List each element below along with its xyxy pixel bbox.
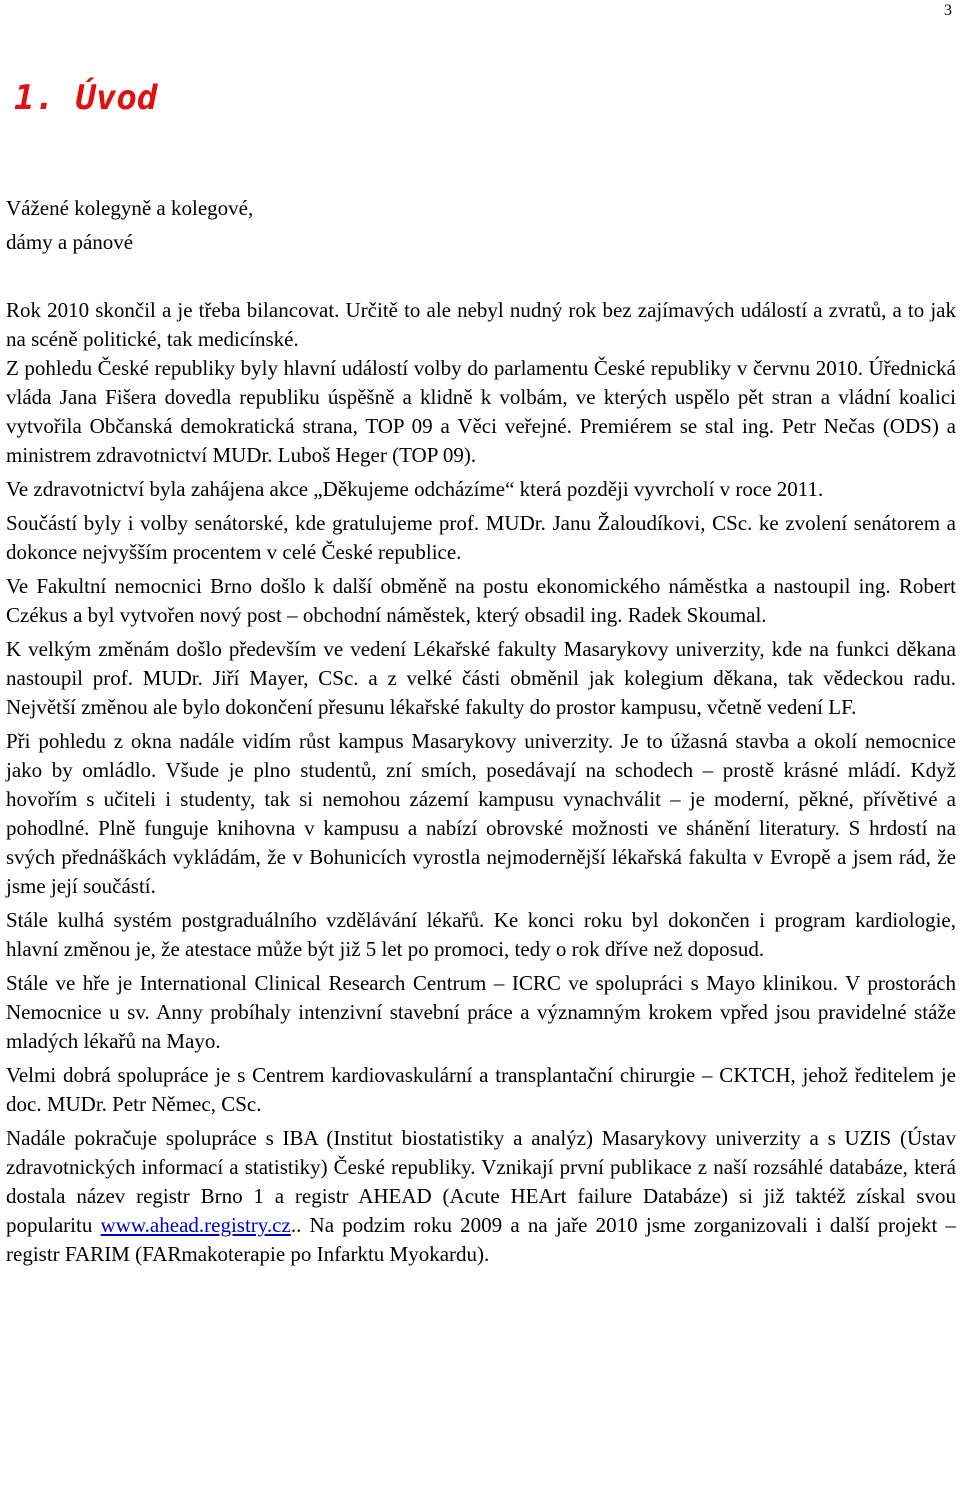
registries-text-end: .. Na podzim roku 2009 a na jaře 2010 jsme zorganizovali i další projekt – registr FARIM (FARmakoterapie po Infarktu Myokardu). xyxy=(6,1213,956,1266)
paragraph-registries xyxy=(6,1124,956,1269)
registries-text: Nadále pokračuje spolupráce s IBA (Institut biostatistiky a analýz) Masarykovy univerzity a s UZIS (Ústav zdravotnických informací a statistiky) České republiky. Vznikají první publikace z naší rozsáhlé databáze, která dostala název registr Brno 1 a registr AHEAD (Acute HEArt failure Databáze) si již taktéž získal svou popularitu xyxy=(6,1126,956,1237)
paragraph-senate: Součástí byly i volby senátorské, kde gratulujeme prof. MUDr. Janu Žaloudíkovi, CSc. ke zvolení senátorem a dokonce nejvyšším procentem v celé České republice. xyxy=(6,511,956,564)
greeting-line: dámy a pánové xyxy=(6,230,134,254)
section-heading xyxy=(14,78,157,118)
body-text xyxy=(6,296,956,1274)
ahead-registry-link[interactable]: www.ahead.registry.cz xyxy=(100,1213,291,1237)
paragraph-health-campaign: Ve zdravotnictví byla zahájena akce „Děkujeme odcházíme“ která později vyvrcholí v roce 2011. xyxy=(6,477,824,501)
paragraph-cktch: Velmi dobrá spolupráce je s Centrem kardiovaskulární a transplantační chirurgie – CKTCH, jehož ředitelem je doc. MUDr. Petr Němec, CSc. xyxy=(6,1063,956,1116)
greeting-line: Vážené kolegyně a kolegové, xyxy=(6,196,254,220)
greeting xyxy=(6,191,253,259)
paragraph-icrc: Stále ve hře je International Clinical Research Centrum – ICRC ve spolupráci s Mayo klinikou. V prostorách Nemocnice u sv. Anny probíhaly intenzivní stavební práce a významným krokem vpřed jsou pravidelné stáže mladých lékařů na Mayo. xyxy=(6,971,956,1053)
page-number: 3 xyxy=(944,2,952,19)
paragraph-campus: Při pohledu z okna nadále vidím růst kampus Masarykovy univerzity. Je to úžasná stavba a okolí nemocnice jako by omládlo. Všude je plno studentů, zní smích, posedávají na schodech – prostě krásné mládí. Když hovořím s učiteli i studenty, tak si nemohou zázemí kampusu vynachválit – je moderní, pěkné, přívětivé a pohodlné. Plně funguje knihovna v kampusu a nabízí obrovské možnosti ve shánění literatury. S hrdostí na svých přednáškách vykládám, že v Bohunicích vyrostla nejmodernější lékařská fakulta v Evropě a jsem rád, že jsme její součástí. xyxy=(6,729,956,898)
paragraph-hospital: Ve Fakultní nemocnici Brno došlo k další obměně na postu ekonomického náměstka a nastoupil ing. Robert Czékus a byl vytvořen nový post – obchodní náměstek, který obsadil ing. Radek Skoumal. xyxy=(6,574,956,627)
heading-title: Úvod xyxy=(75,78,158,118)
paragraph-intro: Rok 2010 skončil a je třeba bilancovat. Určitě to ale nebyl nudný rok bez zajímavých událostí a zvratů, a to jak na scéně politické, tak medicínské. xyxy=(6,298,956,351)
heading-number: 1. xyxy=(14,78,55,118)
paragraph-postgraduate: Stále kulhá systém postgraduálního vzdělávání lékařů. Ke konci roku byl dokončen i program kardiologie, hlavní změnou je, že atestace může být již 5 let po promoci, tedy o rok dříve než doposud. xyxy=(6,908,956,961)
paragraph-elections: Z pohledu České republiky byly hlavní událostí volby do parlamentu České republiky v červnu 2010. Úřednická vláda Jana Fišera dovedla republiku úspěšně a klidně k volbám, ve kterých uspělo pět stran a vládní koalici vytvořila Občanská demokratická strana, TOP 09 a Věci veřejné. Premiérem se stal ing. Petr Nečas (ODS) a ministrem zdravotnictví MUDr. Luboš Heger (TOP 09). xyxy=(6,356,956,467)
paragraph-faculty: K velkým změnám došlo především ve vedení Lékařské fakulty Masarykovy univerzity, kde na funkci děkana nastoupil prof. MUDr. Jiří Mayer, CSc. a z velké části obměnil jak kolegium děkana, tak vědeckou radu. Největší změnou ale bylo dokončení přesunu lékařské fakulty do prostor kampusu, včetně vedení LF. xyxy=(6,637,956,719)
